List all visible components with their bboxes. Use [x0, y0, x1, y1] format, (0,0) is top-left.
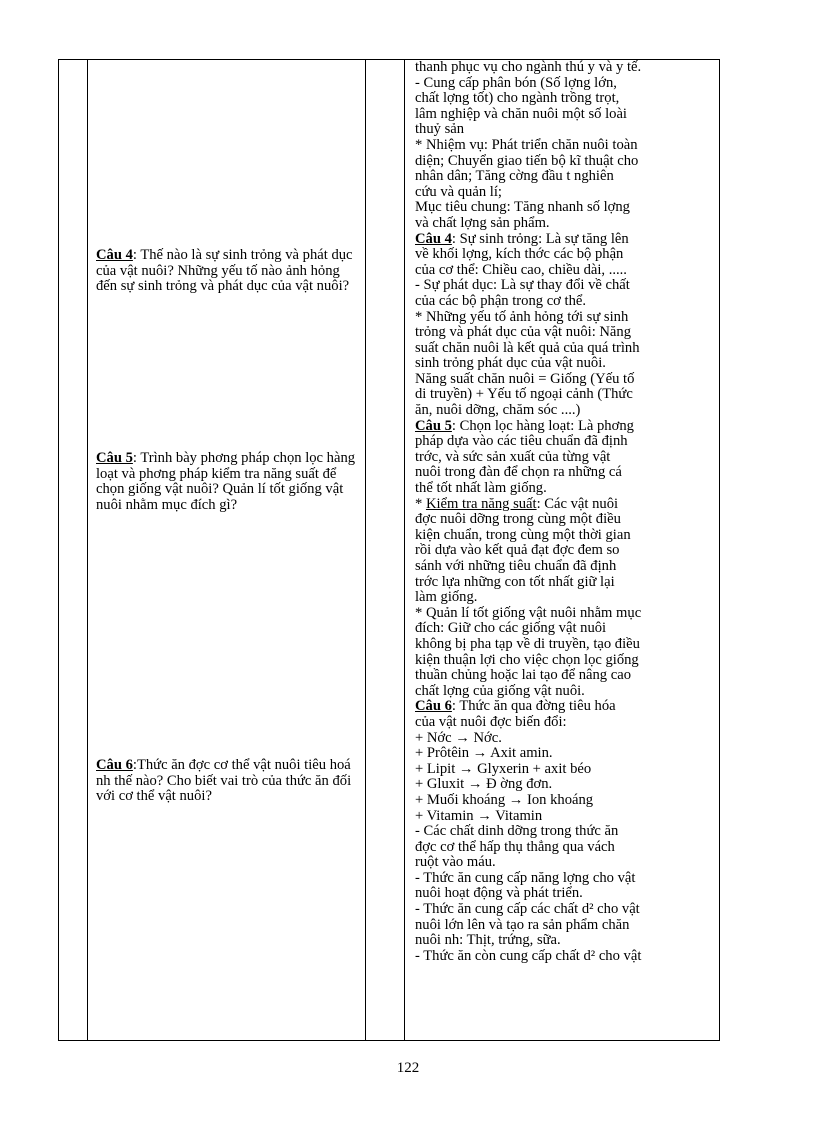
answer-line: + Gluxit → Đ ờng đơn.	[415, 777, 553, 793]
answer-line: lâm nghiệp và chăn nuôi một số loài	[415, 106, 627, 122]
answer-line: thanh phục vụ cho ngành thú y và y tế.	[415, 60, 642, 75]
answer-line: + Muối khoáng → Ion khoáng	[415, 792, 594, 808]
answer-line: trỏng và phát dục của vật nuôi: Năng	[415, 325, 632, 341]
answer-line: nuôi nh: Thịt, trứng, sữa.	[415, 933, 561, 949]
answer-line: sinh trỏng phát dục của vật nuôi.	[415, 356, 606, 372]
answer-line: thể tốt nhất làm giống.	[415, 481, 547, 497]
answer-label: Câu 4	[415, 231, 452, 247]
answer-line: trớc lựa những con tốt nhất giữ lại	[415, 574, 615, 590]
answer-line: suất chăn nuôi là kết quả của quá trình	[415, 340, 640, 356]
answer-line: pháp dựa vào các tiêu chuẩn đã định	[415, 434, 628, 450]
column-divider	[365, 60, 366, 1040]
answer-line: nuôi trong đàn để chọn ra những cá	[415, 465, 622, 481]
answer-line: của cơ thể: Chiều cao, chiều dài, .....	[415, 262, 627, 278]
answer-line: * Kiểm tra năng suất: Các vật nuôi	[415, 496, 619, 512]
answer-line: ăn, nuôi dỡng, chăm sóc ....)	[415, 403, 581, 419]
answer-line: + Lipit → Glyxerin + axit béo	[415, 761, 592, 777]
question-5	[96, 451, 358, 513]
answer-line: - Thức ăn cung cấp các chất d² cho vật	[415, 902, 640, 918]
answers-column	[415, 60, 717, 1040]
answer-label: Câu 5	[415, 418, 452, 434]
answer-line: - Thức ăn còn cung cấp chất d² cho vật	[415, 948, 642, 964]
questions-column	[96, 60, 358, 1040]
answer-line: chất lợng tốt) cho ngành trồng trọt,	[415, 91, 620, 107]
answer-line: kiện thuận lợi cho việc chọn lọc giống	[415, 652, 639, 668]
question-text: :Thức ăn đợc cơ thể vật nuôi tiêu hoá nh thế nào? Cho biết vai trò của thức ăn đối với cơ thể vật nuôi?	[96, 757, 352, 805]
answer-label: Câu 6	[415, 699, 452, 715]
answer-line: - Các chất dinh dỡng trong thức ăn	[415, 824, 619, 840]
answer-line: nuôi lớn lên và tạo ra sản phẩm chăn	[415, 917, 630, 933]
answer-line: nhân dân; Tăng cờng đầu t nghiên	[415, 169, 614, 185]
question-6	[96, 758, 358, 805]
answer-line: về khối lợng, kích thớc các bộ phận	[415, 247, 624, 263]
question-4	[96, 248, 358, 295]
answer-line: kiện chuẩn, trong cùng một thời gian	[415, 527, 631, 543]
question-text: : Trình bày phơng pháp chọn lọc hàng loạt và phơng pháp kiểm tra năng suất để chọn giống vật nuôi? Quản lí tốt giống vật nuôi nhằm mục đích gì?	[96, 450, 356, 513]
content-table	[58, 59, 720, 1041]
answer-line: sánh với những tiêu chuẩn đã định	[415, 559, 617, 574]
answer-line: đợc cơ thể hấp thụ thẳng qua vách	[415, 839, 615, 855]
answer-line: đợc nuôi dỡng trong cùng một điều	[415, 512, 621, 528]
answer-line: ruột vào máu.	[415, 855, 496, 871]
underlined-term: Kiểm tra năng suất	[425, 496, 537, 512]
answer-line: và chất lợng sản phẩm.	[415, 215, 550, 231]
answer-line: không bị pha tạp về di truyền, tạo điều	[415, 636, 640, 652]
answer-line: của các bộ phận trong cơ thể.	[415, 293, 587, 309]
answer-line: diện; Chuyển giao tiến bộ kĩ thuật cho	[415, 153, 639, 169]
answer-line: thuỷ sản	[415, 122, 465, 138]
answer-line: cứu và quản lí;	[415, 184, 502, 200]
column-divider	[404, 60, 405, 1040]
answer-line: - Cung cấp phân bón (Số lợng lớn,	[415, 75, 617, 91]
answer-line: trớc, và sức sản xuất của từng vật	[415, 449, 611, 465]
answer-line: - Thức ăn cung cấp năng lợng cho vật	[415, 870, 636, 886]
answer-line: thuần chủng hoặc lai tạo để nâng cao	[415, 668, 631, 684]
answer-line: di truyền) + Yếu tố ngoại cảnh (Thức	[415, 387, 633, 403]
question-label: Câu 4	[96, 247, 133, 263]
answer-line: nuôi hoạt động và phát triển.	[415, 886, 583, 902]
answer-line: + Nớc → Nớc.	[415, 730, 502, 746]
answer-line: chất lợng của giống vật nuôi.	[415, 683, 585, 699]
answer-line: * Những yếu tố ảnh hỏng tới sự sinh	[415, 309, 629, 325]
answer-line: Câu 5: Chọn lọc hàng loạt: Là phơng	[415, 418, 634, 434]
question-label: Câu 6	[96, 757, 133, 773]
answer-line: - Sự phát dục: Là sự thay đổi về chất	[415, 278, 630, 294]
answer-line: làm giống.	[415, 590, 478, 606]
answer-line: + Vitamin → Vitamin	[415, 808, 543, 824]
page-number: 122	[396, 1060, 420, 1076]
answer-line: Câu 6: Thức ăn qua đờng tiêu hóa	[415, 699, 616, 715]
answer-line: Năng suất chăn nuôi = Giống (Yếu tố	[415, 371, 635, 387]
question-label: Câu 5	[96, 450, 133, 466]
answer-line: của vật nuôi đợc biến đổi:	[415, 714, 567, 730]
answer-line: + Prôtêin → Axit amin.	[415, 746, 553, 762]
answer-line: * Nhiệm vụ: Phát triển chăn nuôi toàn	[415, 137, 638, 153]
column-divider	[87, 60, 88, 1040]
answer-line: * Quản lí tốt giống vật nuôi nhằm mục	[415, 605, 642, 621]
answer-line: Câu 4: Sự sinh trỏng: Là sự tăng lên	[415, 231, 629, 247]
answer-line: đích: Giữ cho các giống vật nuôi	[415, 621, 607, 637]
question-text: : Thế nào là sự sinh trỏng và phát dục của vật nuôi? Những yếu tố nào ảnh hỏng đến sự sinh trỏng và phát dục của vật nuôi?	[96, 247, 353, 295]
answer-line: rồi dựa vào kết quả đạt đợc đem so	[415, 543, 620, 559]
answer-line: Mục tiêu chung: Tăng nhanh số lợng	[415, 200, 630, 216]
